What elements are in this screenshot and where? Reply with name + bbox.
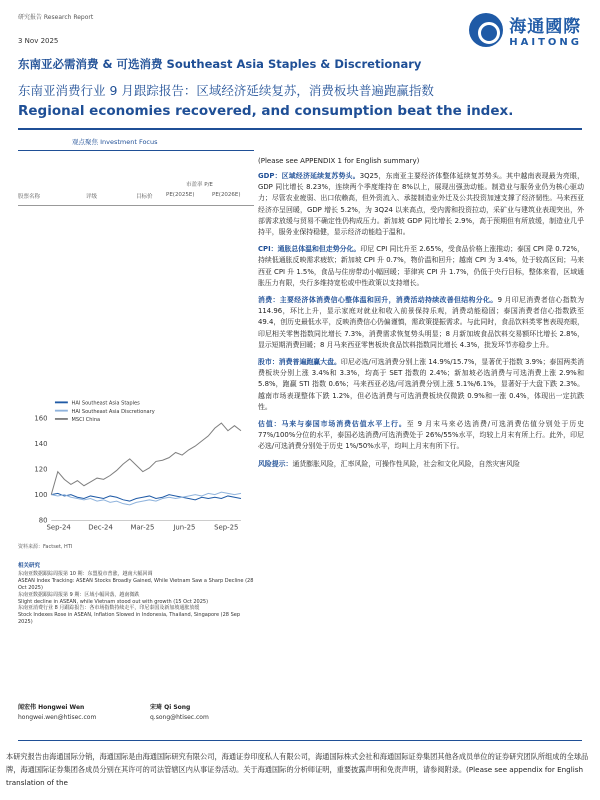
col-stock: 股票名称 <box>18 194 41 200</box>
para-lead: 消费：主要经济体消费信心整体温和回升，消费活动持续改善但结构分化。 <box>258 296 498 305</box>
footer-divider <box>18 740 582 741</box>
chart-source: 资料来源：Factset, HTI <box>18 544 73 550</box>
related-research <box>18 563 254 626</box>
logo-cn: 海通國際 <box>509 17 582 37</box>
y-tick-label: 160 <box>34 414 48 423</box>
analyst-2 <box>150 702 209 721</box>
x-tick-label: Jun-25 <box>173 523 196 532</box>
legend-label: MSCI China <box>71 417 101 424</box>
related-item[interactable]: 东南亚消费行业 8 月跟踪报告：各市场指数持续走平，印尼泰国及新加坡通胀放缓 <box>18 605 200 612</box>
para-lead: 风险提示： <box>258 459 293 468</box>
related-item[interactable]: Slight decline in ASEAN, while Vietnam stood out with growth (15 Oct 2025) <box>18 598 209 605</box>
appendix-note: (Please see APPENDIX 1 for English summary) <box>258 157 420 165</box>
para-text: 9 月印尼消费者信心指数为 114.96，环比上升，显示家庭对就业和收入前景保持乐观，消费动能稳固；泰国消费者信心指数跌至 49.4，创历史最低水平，反映消费信心仍偏谨慎，需政策提振需求。与此同时，食品饮料类零售表现亮眼，印尼相关零售指数同比增长 7.3%，消费需求恢复势头明显；8 月新加坡食品饮料交易额环比增长 2.8%，显示短期消费回暖；8 月马来西亚零售板块食品饮料指数同比增长 4.3%，批发环节亦稳步上升。 <box>258 296 585 349</box>
legend-label: HAI Southeast Asia Staples <box>71 400 140 407</box>
legend-label: HAI Southeast Asia Discretionary <box>71 408 155 415</box>
y-tick-label: 100 <box>34 490 48 499</box>
series-line <box>51 492 241 505</box>
report-date: 3 Nov 2025 <box>18 37 59 45</box>
col-pe-2025: PE(2025E) <box>166 192 195 198</box>
series-line <box>51 423 241 495</box>
investment-focus-label: 观点聚焦 Investment Focus <box>72 138 158 146</box>
stock-market-paragraph <box>258 357 584 413</box>
y-tick-label: 80 <box>38 516 48 525</box>
analyst-name: 闻宏伟 Hongwei Wen <box>18 704 85 711</box>
risk-paragraph <box>258 459 584 470</box>
para-lead: CPI：通胀总体温和但走势分化。 <box>258 245 361 254</box>
para-text: 3Q25，东南亚主要经济体整体延续复苏势头。其中越南表现最为亮眼，GDP 同比增长 8.23%，连续两个季度维持在 8%以上，展现出强劲动能。制造业与服务业仍为核心驱动力；尽管农业疲弱、出口依赖高，但外资流入、承接制造业外迁及公共投资加速支撑了经济韧性。马来西亚经济亦呈回暖，GDP 增长 5.2%，为 3Q24 以来高点，受内需和投资拉动，采矿业与建筑业表现突出，外部需求放缓与贸易不确定性仍构成压力。新加坡 GDP 同比增长 2.9%，高于预期但有所放缓，制造业几乎持平，服务业保持稳健，显示经济动能趋于温和。 <box>258 172 584 237</box>
para-text: 通货膨胀风险，汇率风险，可操作性风险，社会和文化风险，自然灾害风险 <box>292 459 520 468</box>
related-item[interactable]: Stock Indexes Rose in ASEAN, Inflation Slowed in Indonesia, Thailand, Singapore (28 Sep 2025) <box>18 612 240 625</box>
cpi-paragraph <box>258 244 584 289</box>
analyst-email[interactable]: hongwei.wen@htisec.com <box>18 714 97 721</box>
sector-title: 东南亚必需消费 & 可选消费 Southeast Asia Staples & Discretionary <box>18 57 422 71</box>
analyst-1 <box>18 702 96 721</box>
logo-icon <box>469 13 503 47</box>
para-text: 印尼 CPI 同比升至 2.65%，受食品价格上涨推动；泰国 CPI 降 0.72%，持续低通胀反映需求疲软；新加坡 CPI 升 0.7%，物价温和回升；越南 CPI 为 3.4%，处于较高区间；马来西亚 CPI 升 1.5%，食品与住房带动小幅回暖；菲律宾 CPI 升 1.7%，仍低于央行目标，整体来看，区域通胀压力有限，央行多维持宽松或中性政策以支持增长。 <box>258 245 585 287</box>
index-performance-chart <box>18 395 254 535</box>
y-tick-label: 140 <box>34 439 48 448</box>
y-tick-label: 120 <box>34 465 48 474</box>
analyst-email[interactable]: q.song@htisec.com <box>150 714 209 721</box>
col-rating: 评级 <box>86 194 98 200</box>
col-pe-2026: PE(2026E) <box>212 192 241 198</box>
report-title-en: Regional economies recovered, and consumption beat the index. <box>18 103 514 119</box>
disclaimer: 本研究报告由海通国际分销，海通国际是由海通国际研究有限公司，海通证券印度私人有限公司，海通国际株式会社和海通国际证券集团其他各成员单位的证券研究团队所组成的全球品牌，海通国际证券集团各成员分别在其许可的司法管辖区内从事证券活动。关于海通国际的分析师证明，重要披露声明和免责声明，请参阅附录。(Please see appendix for English translation of the <box>6 752 589 787</box>
col-pe: 市盈率 P/E <box>186 182 213 188</box>
logo-en: HAITONG <box>509 37 582 48</box>
summary-column <box>258 157 584 476</box>
report-header <box>18 12 93 45</box>
title-divider <box>18 128 582 130</box>
report-type: 研究报告 Research Report <box>18 14 94 21</box>
related-research-title: 相关研究 <box>18 563 41 569</box>
para-lead: GDP：区域经济延续复苏势头。 <box>258 172 360 180</box>
x-tick-label: Dec-24 <box>88 523 113 532</box>
col-target: 目标价 <box>136 194 153 200</box>
related-item[interactable]: ASEAN Index Tracking: ASEAN Stocks Broadly Gained, While Vietnam Saw a Sharp Decline (28 Oct 2025) <box>18 578 254 591</box>
related-item[interactable]: 东南亚数据跟踪周报第 9 期：区域小幅回落，越南微跌 <box>18 591 140 598</box>
consumption-paragraph <box>258 295 584 351</box>
valuation-paragraph <box>258 419 584 453</box>
para-lead: 估值：马来与泰国市场消费估值水平上行。 <box>258 420 407 429</box>
x-tick-label: Sep-25 <box>214 523 239 532</box>
x-tick-label: Sep-24 <box>46 523 71 532</box>
para-text: 印尼必选/可选消费分别上涨 14.9%/15.7%，显著优于指数 3.9%；泰国两类消费板块分别上涨 3.4%和 3.3%，均高于 SET 指数的 2.4%；新加坡必选消费与可选消费上涨 2.9%和 5.8%，跑赢 STI 指数 0.6%；马来西亚必选/可选消费分别上涨 5.1%/6.1%，显著好于大盘下跌 2.3%。越南市场表现整体下跌 1.2%，但必选消费与可选消费板块仅微跌 0.9%和一涨 0.4%，体现出一定抗跌性。 <box>258 358 585 411</box>
x-tick-label: Mar-25 <box>130 523 155 532</box>
related-item[interactable]: 东南亚数据跟踪周报第 10 期：东盟股市普涨，越南大幅回调 <box>18 571 153 578</box>
para-lead: 股市：消费普遍跑赢大盘。 <box>258 358 341 367</box>
gdp-paragraph <box>258 171 584 238</box>
haitong-logo <box>469 12 582 48</box>
focus-divider <box>18 150 254 151</box>
para-text: 至 9 月末马来必选消费/可选消费估值分别处于历史 77%/100%分位的水平，泰国必选消费/可选消费处于 26%/55%水平，均较上月末有所上行。此外，印尼必选/可选消费分别处于历史 1%/50%水平，均叫上月末有所下行。 <box>258 420 585 451</box>
analyst-name: 宋琦 Qi Song <box>150 704 191 711</box>
report-title-cn: 东南亚消费行业 9 月跟踪报告：区域经济延续复苏，消费板块普遍跑赢指数 <box>18 83 434 98</box>
table-divider <box>18 205 254 206</box>
